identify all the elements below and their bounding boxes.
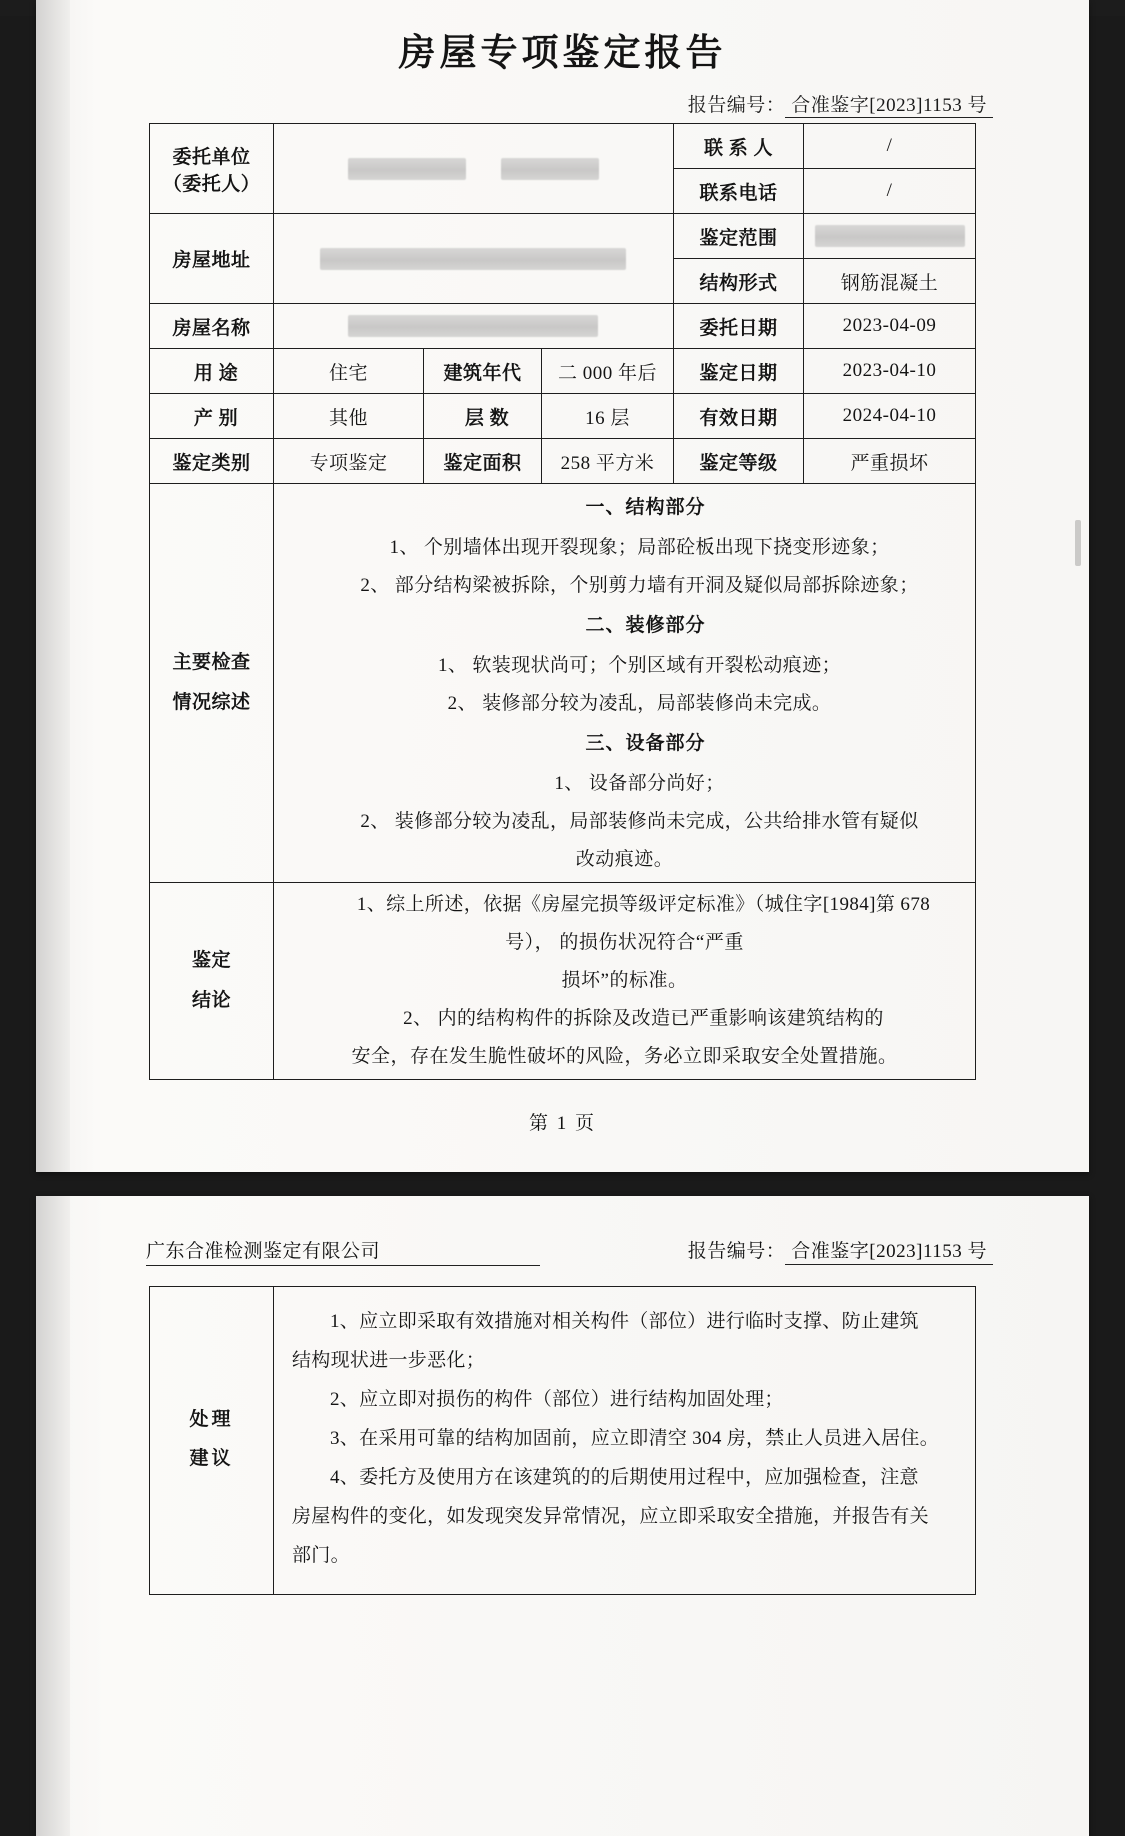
inspection-body-cell [273,484,975,883]
redaction-block [320,248,626,270]
redaction-block [815,225,965,247]
structure-label: 结构形式 [674,259,804,304]
address-label: 房屋地址 [149,214,273,304]
use-value: 住宅 [273,349,423,394]
recommendation-item-4-line1: 4、委托方及使用方在该建筑的的后期使用过程中，应加强检查，注意 [330,1466,919,1488]
table-row [149,214,975,259]
document-page-1 [36,0,1089,1172]
property-type-label: 产 别 [149,394,273,439]
page2-report-number [688,1236,993,1263]
page2-report-number-label: 报告编号： [687,1241,786,1262]
contact-person-label: 联 系 人 [674,124,804,169]
table-row [149,349,975,394]
client-label-line2: （委托人） [162,173,261,195]
structure-value: 钢筋混凝土 [804,259,976,304]
appraise-type-label: 鉴定类别 [149,439,273,484]
recommendation-label-line2: 建议 [189,1448,234,1470]
appraise-date-label: 鉴定日期 [674,349,804,394]
recommendation-item-4-line2: 房屋构件的变化，如发现突发异常情况，应立即采取安全措施，并报告有关 [292,1505,929,1527]
page2-header [146,1236,993,1266]
grade-value: 严重损坏 [804,439,976,484]
contact-phone-value: / [804,169,976,214]
conclusion-label-line2: 结论 [191,990,231,1011]
recommendation-table [149,1286,976,1595]
inspection-section-2-item-1: 1、 软装现状尚可；个别区域有开裂松动痕迹； [437,655,842,676]
appraise-type-value: 专项鉴定 [273,439,423,484]
inspection-label-line2: 情况综述 [172,692,251,713]
inspection-section-3-item-2-cont: 改动痕迹。 [575,849,674,870]
scope-label: 鉴定范围 [674,214,804,259]
redaction-block [348,158,466,180]
scan-artifact [1075,520,1081,566]
floors-value: 16 层 [541,394,673,439]
inspection-section-3-title: 三、设备部分 [585,733,706,754]
area-label: 鉴定面积 [423,439,541,484]
report-number-value: 合准鉴字[2023]1153 号 [785,95,993,118]
floors-label: 层 数 [423,394,541,439]
contact-phone-label: 联系电话 [674,169,804,214]
table-row [149,883,975,1080]
conclusion-item-2-line1: 2、 内的结构构件的拆除及改造已严重影响该建筑结构的 [403,1008,884,1029]
house-name-label: 房屋名称 [149,304,273,349]
appraise-date-value: 2023-04-10 [804,349,976,394]
client-label-cell [149,124,273,214]
table-row [149,439,975,484]
conclusion-item-2-line2: 安全，存在发生脆性破坏的风险，务必立即采取安全处置措施。 [351,1046,898,1067]
page2-report-number-value: 合准鉴字[2023]1153 号 [785,1241,993,1265]
build-year-label: 建筑年代 [423,349,541,394]
report-info-table [149,123,976,1080]
recommendation-label-line1: 处理 [189,1409,234,1431]
conclusion-item-1-line3: 损坏”的标准。 [561,970,688,991]
redaction-block [501,158,599,180]
table-row [149,394,975,439]
report-number [36,90,993,117]
document-page-2 [36,1196,1089,1836]
client-value-cell [273,124,673,214]
valid-date-value: 2024-04-10 [804,394,976,439]
inspection-section-2-title: 二、装修部分 [585,615,706,636]
inspection-section-1-item-1: 1、 个别墙体出现开裂现象；局部砼板出现下挠变形迹象； [389,537,890,558]
conclusion-label-cell [149,883,273,1080]
table-row [149,484,975,883]
recommendation-body-cell [274,1287,976,1595]
page-left-edge-shadow [36,1196,70,1836]
recommendation-item-1-line2: 结构现状进一步恶化； [292,1349,486,1371]
page-left-edge-shadow [36,0,70,1172]
company-name: 广东合准检测鉴定有限公司 [146,1236,540,1266]
scope-value-cell [804,214,976,259]
table-row [150,1287,976,1595]
page-title: 房屋专项鉴定报告 [398,33,727,74]
table-row [149,124,975,169]
conclusion-body-cell [273,883,975,1080]
entrust-date-label: 委托日期 [674,304,804,349]
build-year-value: 二 000 年后 [541,349,673,394]
use-label: 用 途 [149,349,273,394]
inspection-label-cell [149,484,273,883]
inspection-label-line1: 主要检查 [172,652,251,674]
redaction-block [348,315,598,337]
page-number: 第 1 页 [528,1113,596,1134]
report-number-label: 报告编号： [687,95,786,116]
house-name-value-cell [273,304,673,349]
entrust-date-value: 2023-04-09 [804,304,976,349]
recommendation-label-cell [150,1287,274,1595]
valid-date-label: 有效日期 [674,394,804,439]
conclusion-item-1-line2: 号）， 的损伤状况符合“严重 [505,932,744,953]
recommendation-item-4-line3: 部门。 [292,1544,350,1566]
inspection-section-3-item-2: 2、 装修部分较为凌乱，局部装修尚未完成，公共给排水管有疑似 [360,811,919,832]
inspection-section-2-item-2: 2、 装修部分较为凌乱，局部装修尚未完成。 [447,693,832,714]
recommendation-item-3: 3、在采用可靠的结构加固前，应立即清空 304 房，禁止人员进入居住。 [330,1427,940,1449]
area-value: 258 平方米 [541,439,673,484]
client-label-line1: 委托单位 [172,146,251,168]
address-value-cell [273,214,673,304]
recommendation-item-1-line1: 1、应立即采取有效措施对相关构件（部位）进行临时支撑、防止建筑 [330,1311,919,1332]
table-row [149,304,975,349]
inspection-section-1-item-2: 2、 部分结构梁被拆除，个别剪力墙有开洞及疑似局部拆除迹象； [360,575,919,596]
inspection-section-1-title: 一、结构部分 [585,497,706,518]
contact-person-value: / [804,124,976,169]
recommendation-item-2: 2、应立即对损伤的构件（部位）进行结构加固处理； [330,1388,784,1410]
conclusion-item-1-line1: 1、综上所述，依据《房屋完损等级评定标准》（城住字[1984]第 678 [356,894,931,915]
inspection-section-3-item-1: 1、 设备部分尚好； [554,773,725,794]
property-type-value: 其他 [273,394,423,439]
conclusion-label-line1: 鉴定 [191,950,231,972]
grade-label: 鉴定等级 [674,439,804,484]
